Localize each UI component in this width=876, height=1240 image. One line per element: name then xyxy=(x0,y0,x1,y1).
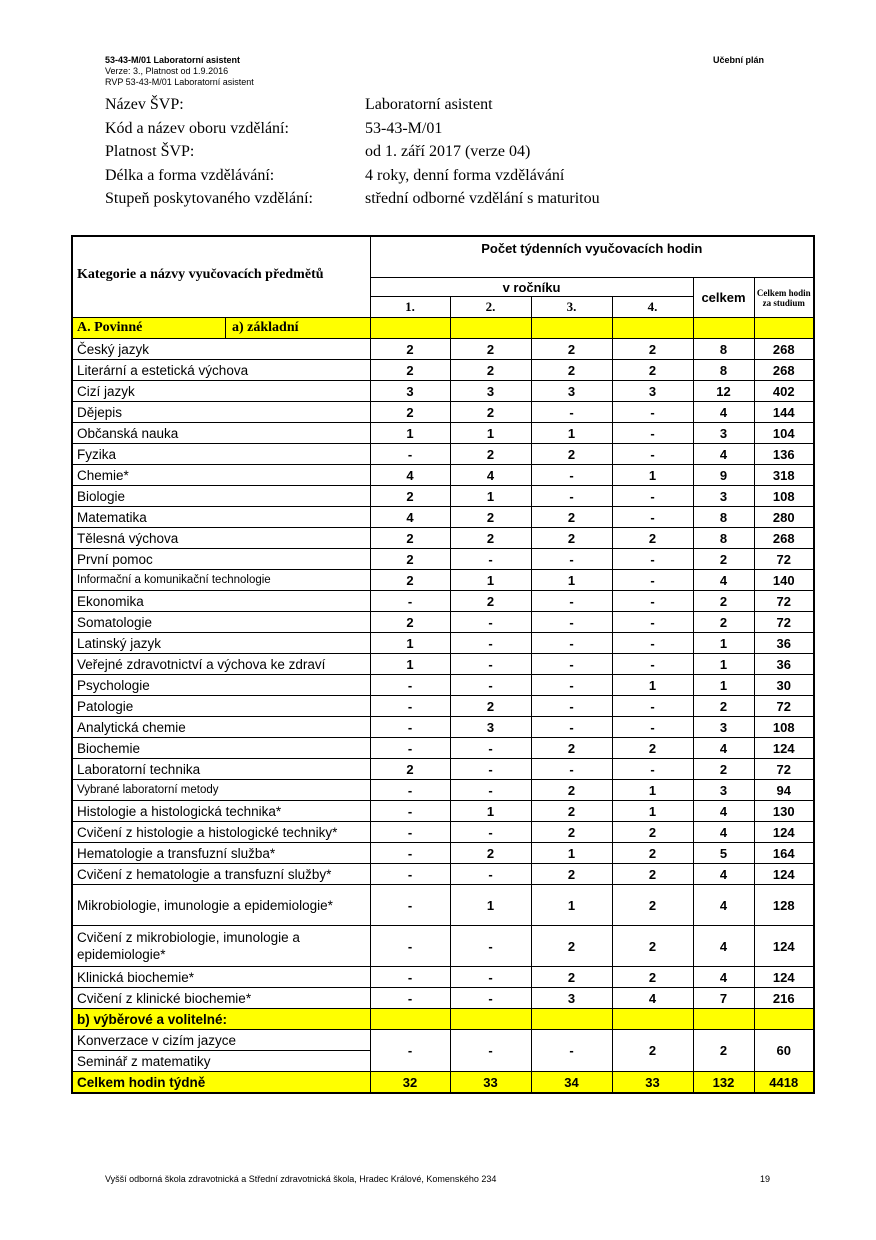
hours-y3: 1 xyxy=(531,423,612,444)
hours-total: 2 xyxy=(693,549,754,570)
hours-y4: - xyxy=(612,696,693,717)
hours-study: 144 xyxy=(754,402,814,423)
hours-y1: - xyxy=(370,843,450,864)
hours-y1: 1 xyxy=(370,423,450,444)
subject-name: Analytická chemie xyxy=(72,717,370,738)
hours-y2: 2 xyxy=(450,402,531,423)
hours-y2: 1 xyxy=(450,423,531,444)
subject-name: Cvičení z klinické biochemie* xyxy=(72,988,370,1009)
table-row xyxy=(72,486,814,507)
hours-y4: 1 xyxy=(612,675,693,696)
hours-y4: 2 xyxy=(612,843,693,864)
hours-y2: - xyxy=(450,759,531,780)
hours-y2: 2 xyxy=(450,360,531,381)
hours-y2: - xyxy=(450,612,531,633)
year-2-header: 2. xyxy=(450,297,531,318)
subject-name: Biologie xyxy=(72,486,370,507)
hours-total: 5 xyxy=(693,843,754,864)
hours-y4: 2 xyxy=(612,738,693,759)
total-label: Celkem hodin týdně xyxy=(72,1072,370,1094)
subject-name: Latinský jazyk xyxy=(72,633,370,654)
hours-y2: 4 xyxy=(450,465,531,486)
empty-cell xyxy=(612,1009,693,1030)
hours-y2: 3 xyxy=(450,381,531,402)
hours-total: 2 xyxy=(693,1030,754,1072)
curriculum-table xyxy=(71,235,815,1094)
hours-study: 108 xyxy=(754,486,814,507)
hours-y1: - xyxy=(370,885,450,926)
hours-y1: - xyxy=(370,738,450,759)
hours-y2: - xyxy=(450,822,531,843)
section-b-row xyxy=(72,1009,814,1030)
hours-total: 4 xyxy=(693,738,754,759)
hours-y2: - xyxy=(450,738,531,759)
table-row xyxy=(72,654,814,675)
subject-name: Veřejné zdravotnictví a výchova ke zdraví xyxy=(72,654,370,675)
hours-y4: 2 xyxy=(612,528,693,549)
table-row xyxy=(72,465,814,486)
subject-name: První pomoc xyxy=(72,549,370,570)
hours-study: 268 xyxy=(754,360,814,381)
total-header: celkem xyxy=(693,278,754,318)
hours-y3: 2 xyxy=(531,801,612,822)
hours-study: 124 xyxy=(754,822,814,843)
hours-y1: 1 xyxy=(370,654,450,675)
total-study: 4418 xyxy=(754,1072,814,1094)
subject-name: Matematika xyxy=(72,507,370,528)
hours-study: 164 xyxy=(754,843,814,864)
empty-cell xyxy=(531,1009,612,1030)
hours-y4: - xyxy=(612,654,693,675)
hours-study: 94 xyxy=(754,780,814,801)
table-row xyxy=(72,843,814,864)
table-row xyxy=(72,444,814,465)
hours-study: 140 xyxy=(754,570,814,591)
hours-y2: - xyxy=(450,988,531,1009)
hours-y4: 2 xyxy=(612,926,693,967)
info-label: Kód a název oboru vzdělání: xyxy=(105,119,289,137)
hours-y3: 2 xyxy=(531,864,612,885)
info-value: střední odborné vzdělání s maturitou xyxy=(365,190,600,207)
hours-study: 136 xyxy=(754,444,814,465)
hours-y3: 1 xyxy=(531,570,612,591)
table-row xyxy=(72,926,814,967)
subject-name: Tělesná výchova xyxy=(72,528,370,549)
hours-y4: 2 xyxy=(612,360,693,381)
table-row xyxy=(72,633,814,654)
subject-name: Cizí jazyk xyxy=(72,381,370,402)
hours-total: 1 xyxy=(693,654,754,675)
hours-total: 8 xyxy=(693,360,754,381)
hours-total: 4 xyxy=(693,864,754,885)
hours-y4: 1 xyxy=(612,465,693,486)
section-a-sub-label: a) základní xyxy=(225,318,299,338)
table-row xyxy=(72,864,814,885)
hours-y2: - xyxy=(450,926,531,967)
subject-name: Fyzika xyxy=(72,444,370,465)
hours-study: 124 xyxy=(754,967,814,988)
empty-cell xyxy=(754,1009,814,1030)
subject-name: Hematologie a transfuzní služba* xyxy=(72,843,370,864)
hours-study: 268 xyxy=(754,528,814,549)
header-right: Učební plán xyxy=(713,55,765,65)
hours-y2: - xyxy=(450,654,531,675)
hours-y4: - xyxy=(612,759,693,780)
document-header xyxy=(105,55,254,88)
hours-total: 3 xyxy=(693,486,754,507)
hours-y2: 2 xyxy=(450,528,531,549)
hours-y2: 2 xyxy=(450,591,531,612)
hours-study: 72 xyxy=(754,549,814,570)
subject-name: Ekonomika xyxy=(72,591,370,612)
hours-y1: 3 xyxy=(370,381,450,402)
hours-y4: 3 xyxy=(612,381,693,402)
hours-total: 1 xyxy=(693,633,754,654)
hours-y4: 1 xyxy=(612,780,693,801)
info-value: 53-43-M/01 xyxy=(365,119,443,137)
hours-study: 72 xyxy=(754,696,814,717)
hours-y4: 2 xyxy=(612,1030,693,1072)
hours-y3: 1 xyxy=(531,843,612,864)
hours-y3: - xyxy=(531,759,612,780)
hours-y3: - xyxy=(531,696,612,717)
hours-y2: 2 xyxy=(450,444,531,465)
hours-y2: - xyxy=(450,549,531,570)
hours-total: 2 xyxy=(693,612,754,633)
total-y2: 33 xyxy=(450,1072,531,1094)
hours-y3: - xyxy=(531,1030,612,1072)
hours-y4: - xyxy=(612,486,693,507)
table-row xyxy=(72,717,814,738)
hours-study: 124 xyxy=(754,738,814,759)
section-b-label: b) výběrové a volitelné: xyxy=(72,1009,370,1030)
hours-y3: - xyxy=(531,675,612,696)
subject-name: Český jazyk xyxy=(72,339,370,360)
hours-y2: 2 xyxy=(450,507,531,528)
hours-y4: - xyxy=(612,633,693,654)
info-label: Stupeň poskytovaného vzdělání: xyxy=(105,190,313,207)
total-total: 132 xyxy=(693,1072,754,1094)
year-1-header: 1. xyxy=(370,297,450,318)
subject-name: Cvičení z hematologie a transfuzní služby* xyxy=(72,864,370,885)
hours-y1: - xyxy=(370,926,450,967)
table-row xyxy=(72,507,814,528)
subject-name: Biochemie xyxy=(72,738,370,759)
hours-y2: - xyxy=(450,967,531,988)
hours-header: Počet týdenních vyučovacích hodin xyxy=(370,236,814,278)
subject-name: Histologie a histologická technika* xyxy=(72,801,370,822)
hours-y3: 2 xyxy=(531,360,612,381)
info-value: 4 roky, denní forma vzdělávání xyxy=(365,166,565,184)
hours-total: 7 xyxy=(693,988,754,1009)
hours-y3: 2 xyxy=(531,528,612,549)
category-header: Kategorie a názvy vyučovacích předmětů xyxy=(72,236,370,318)
hours-y1: - xyxy=(370,591,450,612)
table-row xyxy=(72,423,814,444)
empty-cell xyxy=(370,1009,450,1030)
hours-total: 4 xyxy=(693,444,754,465)
hours-y1: 2 xyxy=(370,570,450,591)
table-row xyxy=(72,402,814,423)
hours-y1: - xyxy=(370,967,450,988)
hours-y1: - xyxy=(370,864,450,885)
hours-y2: 1 xyxy=(450,885,531,926)
table-row xyxy=(72,381,814,402)
table-row xyxy=(72,822,814,843)
hours-study: 402 xyxy=(754,381,814,402)
hours-y1: - xyxy=(370,988,450,1009)
hours-study: 128 xyxy=(754,885,814,926)
hours-y2: 2 xyxy=(450,339,531,360)
hours-total: 4 xyxy=(693,402,754,423)
table-row xyxy=(72,339,814,360)
hours-y4: 2 xyxy=(612,967,693,988)
subject-name: Konverzace v cizím jazyce xyxy=(72,1030,370,1051)
hours-y2: - xyxy=(450,864,531,885)
subject-name: Klinická biochemie* xyxy=(72,967,370,988)
hours-total: 3 xyxy=(693,717,754,738)
hours-y4: - xyxy=(612,612,693,633)
hours-y3: 2 xyxy=(531,339,612,360)
table-row xyxy=(72,528,814,549)
hours-total: 4 xyxy=(693,570,754,591)
hours-total: 2 xyxy=(693,591,754,612)
table-row xyxy=(72,801,814,822)
hours-total: 3 xyxy=(693,423,754,444)
subject-name: Dějepis xyxy=(72,402,370,423)
hours-y3: - xyxy=(531,486,612,507)
table-row xyxy=(72,738,814,759)
hours-y2: - xyxy=(450,633,531,654)
subject-name: Informační a komunikační technologie xyxy=(72,570,370,591)
hours-study: 268 xyxy=(754,339,814,360)
hours-total: 8 xyxy=(693,339,754,360)
empty-cell xyxy=(450,1009,531,1030)
hours-y4: - xyxy=(612,507,693,528)
hours-total: 2 xyxy=(693,696,754,717)
section-a-row xyxy=(72,318,814,339)
hours-study: 36 xyxy=(754,654,814,675)
hours-total: 4 xyxy=(693,801,754,822)
hours-y2: - xyxy=(450,780,531,801)
total-y4: 33 xyxy=(612,1072,693,1094)
hours-study: 36 xyxy=(754,633,814,654)
total-y3: 34 xyxy=(531,1072,612,1094)
hours-y1: - xyxy=(370,822,450,843)
table-row xyxy=(72,549,814,570)
hours-y4: - xyxy=(612,549,693,570)
hours-y3: 2 xyxy=(531,738,612,759)
hours-study: 130 xyxy=(754,801,814,822)
hours-y1: - xyxy=(370,675,450,696)
hours-study: 124 xyxy=(754,864,814,885)
table-row xyxy=(72,885,814,926)
table-row xyxy=(72,675,814,696)
hours-y3: - xyxy=(531,633,612,654)
page-number: 19 xyxy=(760,1174,771,1184)
hours-y3: 3 xyxy=(531,988,612,1009)
hours-study: 318 xyxy=(754,465,814,486)
hours-y4: - xyxy=(612,423,693,444)
subject-name: Psychologie xyxy=(72,675,370,696)
hours-y4: 4 xyxy=(612,988,693,1009)
info-label: Délka a forma vzdělávání: xyxy=(105,166,275,184)
total-y1: 32 xyxy=(370,1072,450,1094)
hours-y2: 2 xyxy=(450,696,531,717)
hours-total: 4 xyxy=(693,967,754,988)
hours-y4: - xyxy=(612,402,693,423)
hours-study: 72 xyxy=(754,591,814,612)
hours-total: 8 xyxy=(693,528,754,549)
subject-name: Cvičení z mikrobiologie, imunologie a epidemiologie* xyxy=(72,926,370,967)
empty-cell xyxy=(693,1009,754,1030)
subject-name: Seminář z matematiky xyxy=(72,1051,370,1072)
hours-y1: 2 xyxy=(370,549,450,570)
hours-y1: - xyxy=(370,444,450,465)
table-row xyxy=(72,780,814,801)
hours-y1: 2 xyxy=(370,759,450,780)
hours-total: 2 xyxy=(693,759,754,780)
table-row xyxy=(72,591,814,612)
hours-y2: 1 xyxy=(450,486,531,507)
hours-study: 104 xyxy=(754,423,814,444)
subject-name: Chemie* xyxy=(72,465,370,486)
hours-y1: 2 xyxy=(370,402,450,423)
hours-y4: - xyxy=(612,717,693,738)
hours-y1: 2 xyxy=(370,486,450,507)
hours-y1: 2 xyxy=(370,528,450,549)
hours-y1: 2 xyxy=(370,612,450,633)
hours-y3: - xyxy=(531,549,612,570)
info-value: Laboratorní asistent xyxy=(365,96,493,113)
hours-y1: - xyxy=(370,780,450,801)
table-row xyxy=(72,612,814,633)
hours-y3: 2 xyxy=(531,967,612,988)
hours-y4: 2 xyxy=(612,339,693,360)
hours-y1: 4 xyxy=(370,465,450,486)
hours-y4: 1 xyxy=(612,801,693,822)
info-label: Název ŠVP: xyxy=(105,96,184,113)
hours-y3: 2 xyxy=(531,926,612,967)
hours-y2: - xyxy=(450,1030,531,1072)
hours-y3: 1 xyxy=(531,885,612,926)
hours-y1: - xyxy=(370,696,450,717)
hours-y3: - xyxy=(531,465,612,486)
hours-y3: 2 xyxy=(531,780,612,801)
hours-y1: - xyxy=(370,717,450,738)
subject-name: Laboratorní technika xyxy=(72,759,370,780)
hours-y3: 2 xyxy=(531,444,612,465)
year-header: v ročníku xyxy=(370,278,693,297)
info-label: Platnost ŠVP: xyxy=(105,143,195,160)
hours-total: 3 xyxy=(693,780,754,801)
table-row xyxy=(72,967,814,988)
study-total-header: Celkem hodin za studium xyxy=(754,278,814,318)
hours-total: 12 xyxy=(693,381,754,402)
table-row xyxy=(72,570,814,591)
subject-name: Patologie xyxy=(72,696,370,717)
hours-total: 4 xyxy=(693,885,754,926)
info-value: od 1. září 2017 (verze 04) xyxy=(365,143,531,160)
subject-name: Somatologie xyxy=(72,612,370,633)
hours-y3: - xyxy=(531,717,612,738)
hours-study: 72 xyxy=(754,612,814,633)
section-a-label: A. Povinné xyxy=(77,320,143,335)
hours-y1: 1 xyxy=(370,633,450,654)
table-row xyxy=(72,759,814,780)
hours-y1: - xyxy=(370,1030,450,1072)
year-3-header: 3. xyxy=(531,297,612,318)
header-line-1: 53-43-M/01 Laboratorní asistent xyxy=(105,55,241,65)
hours-study: 108 xyxy=(754,717,814,738)
hours-y1: - xyxy=(370,801,450,822)
hours-y4: 2 xyxy=(612,885,693,926)
hours-y2: 1 xyxy=(450,570,531,591)
hours-total: 9 xyxy=(693,465,754,486)
hours-y1: 2 xyxy=(370,360,450,381)
hours-y4: 2 xyxy=(612,822,693,843)
hours-total: 8 xyxy=(693,507,754,528)
footer-text: Vyšší odborná škola zdravotnická a Střední zdravotnická škola, Hradec Králové, Komenského 234 xyxy=(105,1174,497,1184)
hours-study: 124 xyxy=(754,926,814,967)
hours-y2: - xyxy=(450,675,531,696)
hours-y3: - xyxy=(531,654,612,675)
hours-y4: 2 xyxy=(612,864,693,885)
subject-name: Literární a estetická výchova xyxy=(72,360,370,381)
hours-y2: 1 xyxy=(450,801,531,822)
header-line-3: RVP 53-43-M/01 Laboratorní asistent xyxy=(105,77,254,87)
elective-row xyxy=(72,1030,814,1051)
hours-y3: 2 xyxy=(531,507,612,528)
table-row xyxy=(72,696,814,717)
hours-y4: - xyxy=(612,591,693,612)
hours-study: 72 xyxy=(754,759,814,780)
year-4-header: 4. xyxy=(612,297,693,318)
hours-y3: - xyxy=(531,612,612,633)
hours-y2: 3 xyxy=(450,717,531,738)
subject-name: Občanská nauka xyxy=(72,423,370,444)
hours-study: 60 xyxy=(754,1030,814,1072)
hours-total: 1 xyxy=(693,675,754,696)
table-row xyxy=(72,360,814,381)
hours-study: 30 xyxy=(754,675,814,696)
subject-name: Vybrané laboratorní metody xyxy=(72,780,370,801)
hours-y2: 2 xyxy=(450,843,531,864)
hours-total: 4 xyxy=(693,822,754,843)
hours-y1: 4 xyxy=(370,507,450,528)
hours-y3: - xyxy=(531,591,612,612)
hours-y1: 2 xyxy=(370,339,450,360)
hours-y3: - xyxy=(531,402,612,423)
hours-y4: - xyxy=(612,444,693,465)
hours-total: 4 xyxy=(693,926,754,967)
hours-y3: 3 xyxy=(531,381,612,402)
subject-name: Mikrobiologie, imunologie a epidemiologie* xyxy=(72,885,370,926)
hours-y3: 2 xyxy=(531,822,612,843)
table-row xyxy=(72,988,814,1009)
hours-study: 280 xyxy=(754,507,814,528)
hours-study: 216 xyxy=(754,988,814,1009)
subject-name: Cvičení z histologie a histologické techniky* xyxy=(72,822,370,843)
total-row xyxy=(72,1072,814,1094)
hours-y4: - xyxy=(612,570,693,591)
header-line-2: Verze: 3., Platnost od 1.9.2016 xyxy=(105,66,229,76)
